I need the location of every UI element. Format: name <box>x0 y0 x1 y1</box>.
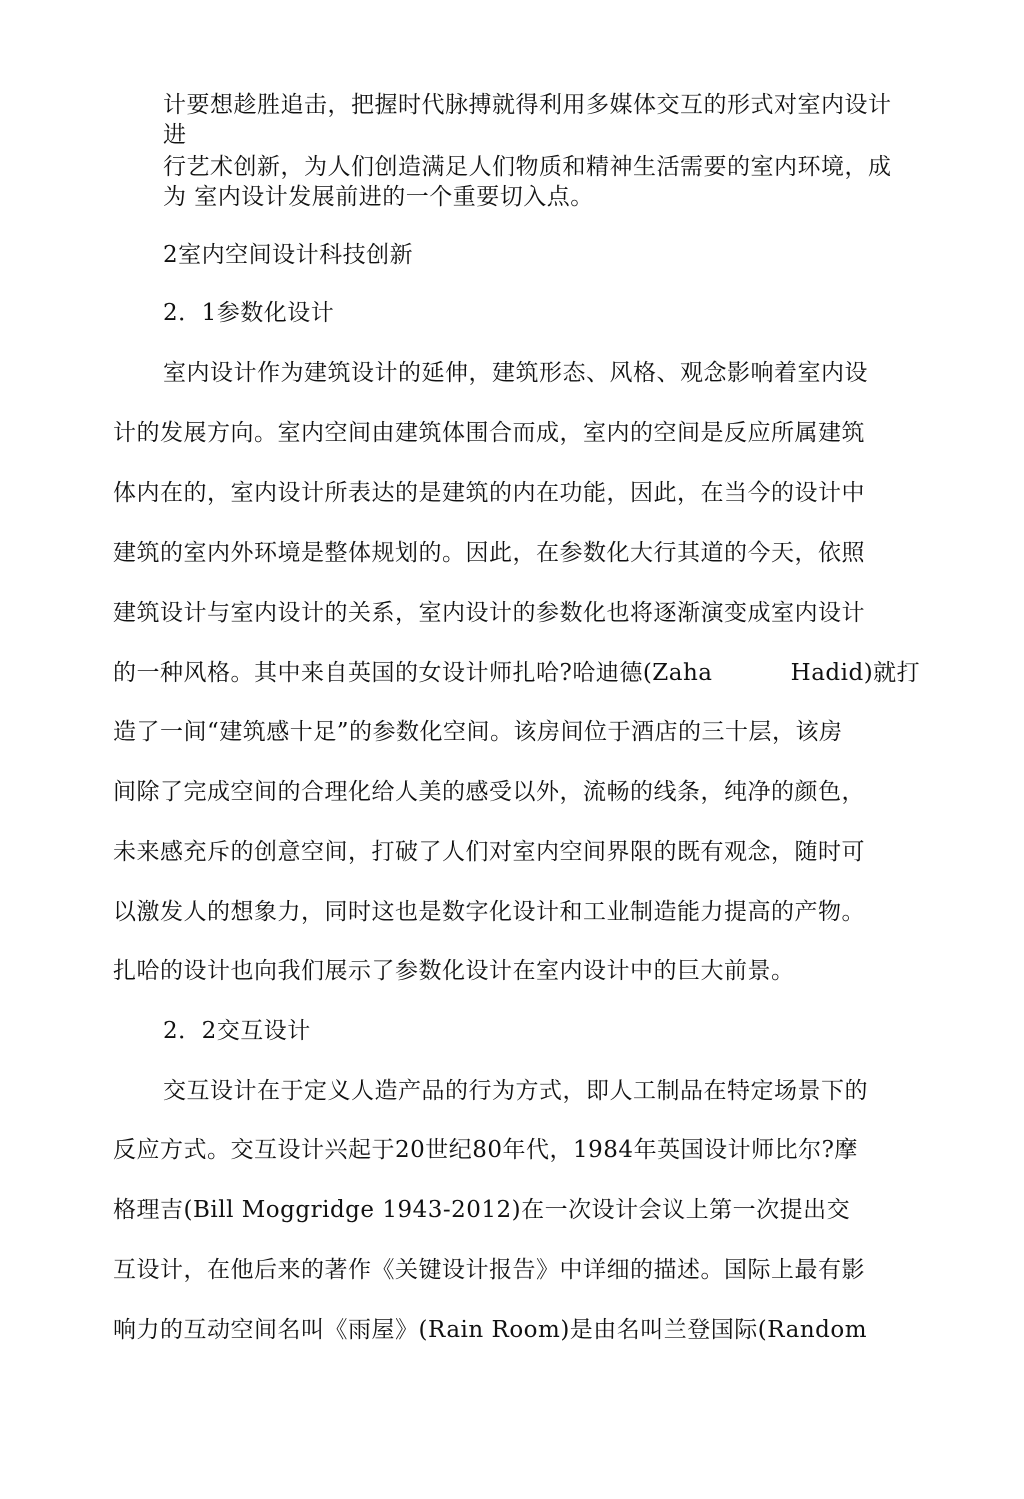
paragraph-line: 扎哈的设计也向我们展示了参数化设计在室内设计中的巨大前景。 <box>113 958 795 984</box>
paragraph-line: 计要想趁胜追击，把握时代脉搏就得利用多媒体交互的形式对室内设计 <box>163 92 892 118</box>
paragraph-line: 体内在的，室内设计所表达的是建筑的内在功能，因此，在当今的设计中 <box>113 480 865 506</box>
paragraph-line: 未来感充斥的创意空间，打破了人们对室内空间界限的既有观念，随时可 <box>113 839 865 865</box>
paragraph-line: 格理吉(Bill Moggridge 1943-2012)在一次设计会议上第一次提出交 <box>113 1197 851 1223</box>
paragraph-line: 以激发人的想象力，同时这也是数字化设计和工业制造能力提高的产物。 <box>113 899 865 925</box>
paragraph-line: 响力的互动空间名叫《雨屋》(Rain Room)是由名叫兰登国际(Random <box>113 1317 868 1343</box>
subsection-heading: 2．2交互设计 <box>163 1018 311 1044</box>
paragraph-line: 反应方式。交互设计兴起于20世纪80年代，1984年英国设计师比尔?摩 <box>113 1137 858 1163</box>
paragraph-line: 交互设计在于定义人造产品的行为方式，即人工制品在特定场景下的 <box>163 1078 868 1104</box>
section-heading: 2室内空间设计科技创新 <box>163 242 414 268</box>
paragraph-line: 为 室内设计发展前进的一个重要切入点。 <box>163 184 594 210</box>
paragraph-line: 计的发展方向。室内空间由建筑体围合而成，室内的空间是反应所属建筑 <box>113 420 865 446</box>
paragraph-line: 室内设计作为建筑设计的延伸，建筑形态、风格、观念影响着室内设 <box>163 360 868 386</box>
paragraph-line: 建筑设计与室内设计的关系，室内设计的参数化也将逐渐演变成室内设计 <box>113 600 865 626</box>
paragraph-line: 间除了完成空间的合理化给人美的感受以外，流畅的线条，纯净的颜色， <box>113 779 865 805</box>
subsection-heading: 2．1参数化设计 <box>163 300 335 326</box>
paragraph-line: 进 <box>163 122 187 148</box>
paragraph-line: 行艺术创新，为人们创造满足人们物质和精神生活需要的室内环境，成 <box>163 154 892 180</box>
paragraph-line: 建筑的室内外环境是整体规划的。因此，在参数化大行其道的今天，依照 <box>113 540 865 566</box>
paragraph-line: 互设计，在他后来的著作《关键设计报告》中详细的描述。国际上最有影 <box>113 1257 865 1283</box>
paragraph-line: 造了一间“建筑感十足”的参数化空间。该房间位于酒店的三十层，该房 <box>113 719 843 745</box>
paragraph-line: 的一种风格。其中来自英国的女设计师扎哈?哈迪德(Zaha Hadid)就打 <box>113 660 921 686</box>
